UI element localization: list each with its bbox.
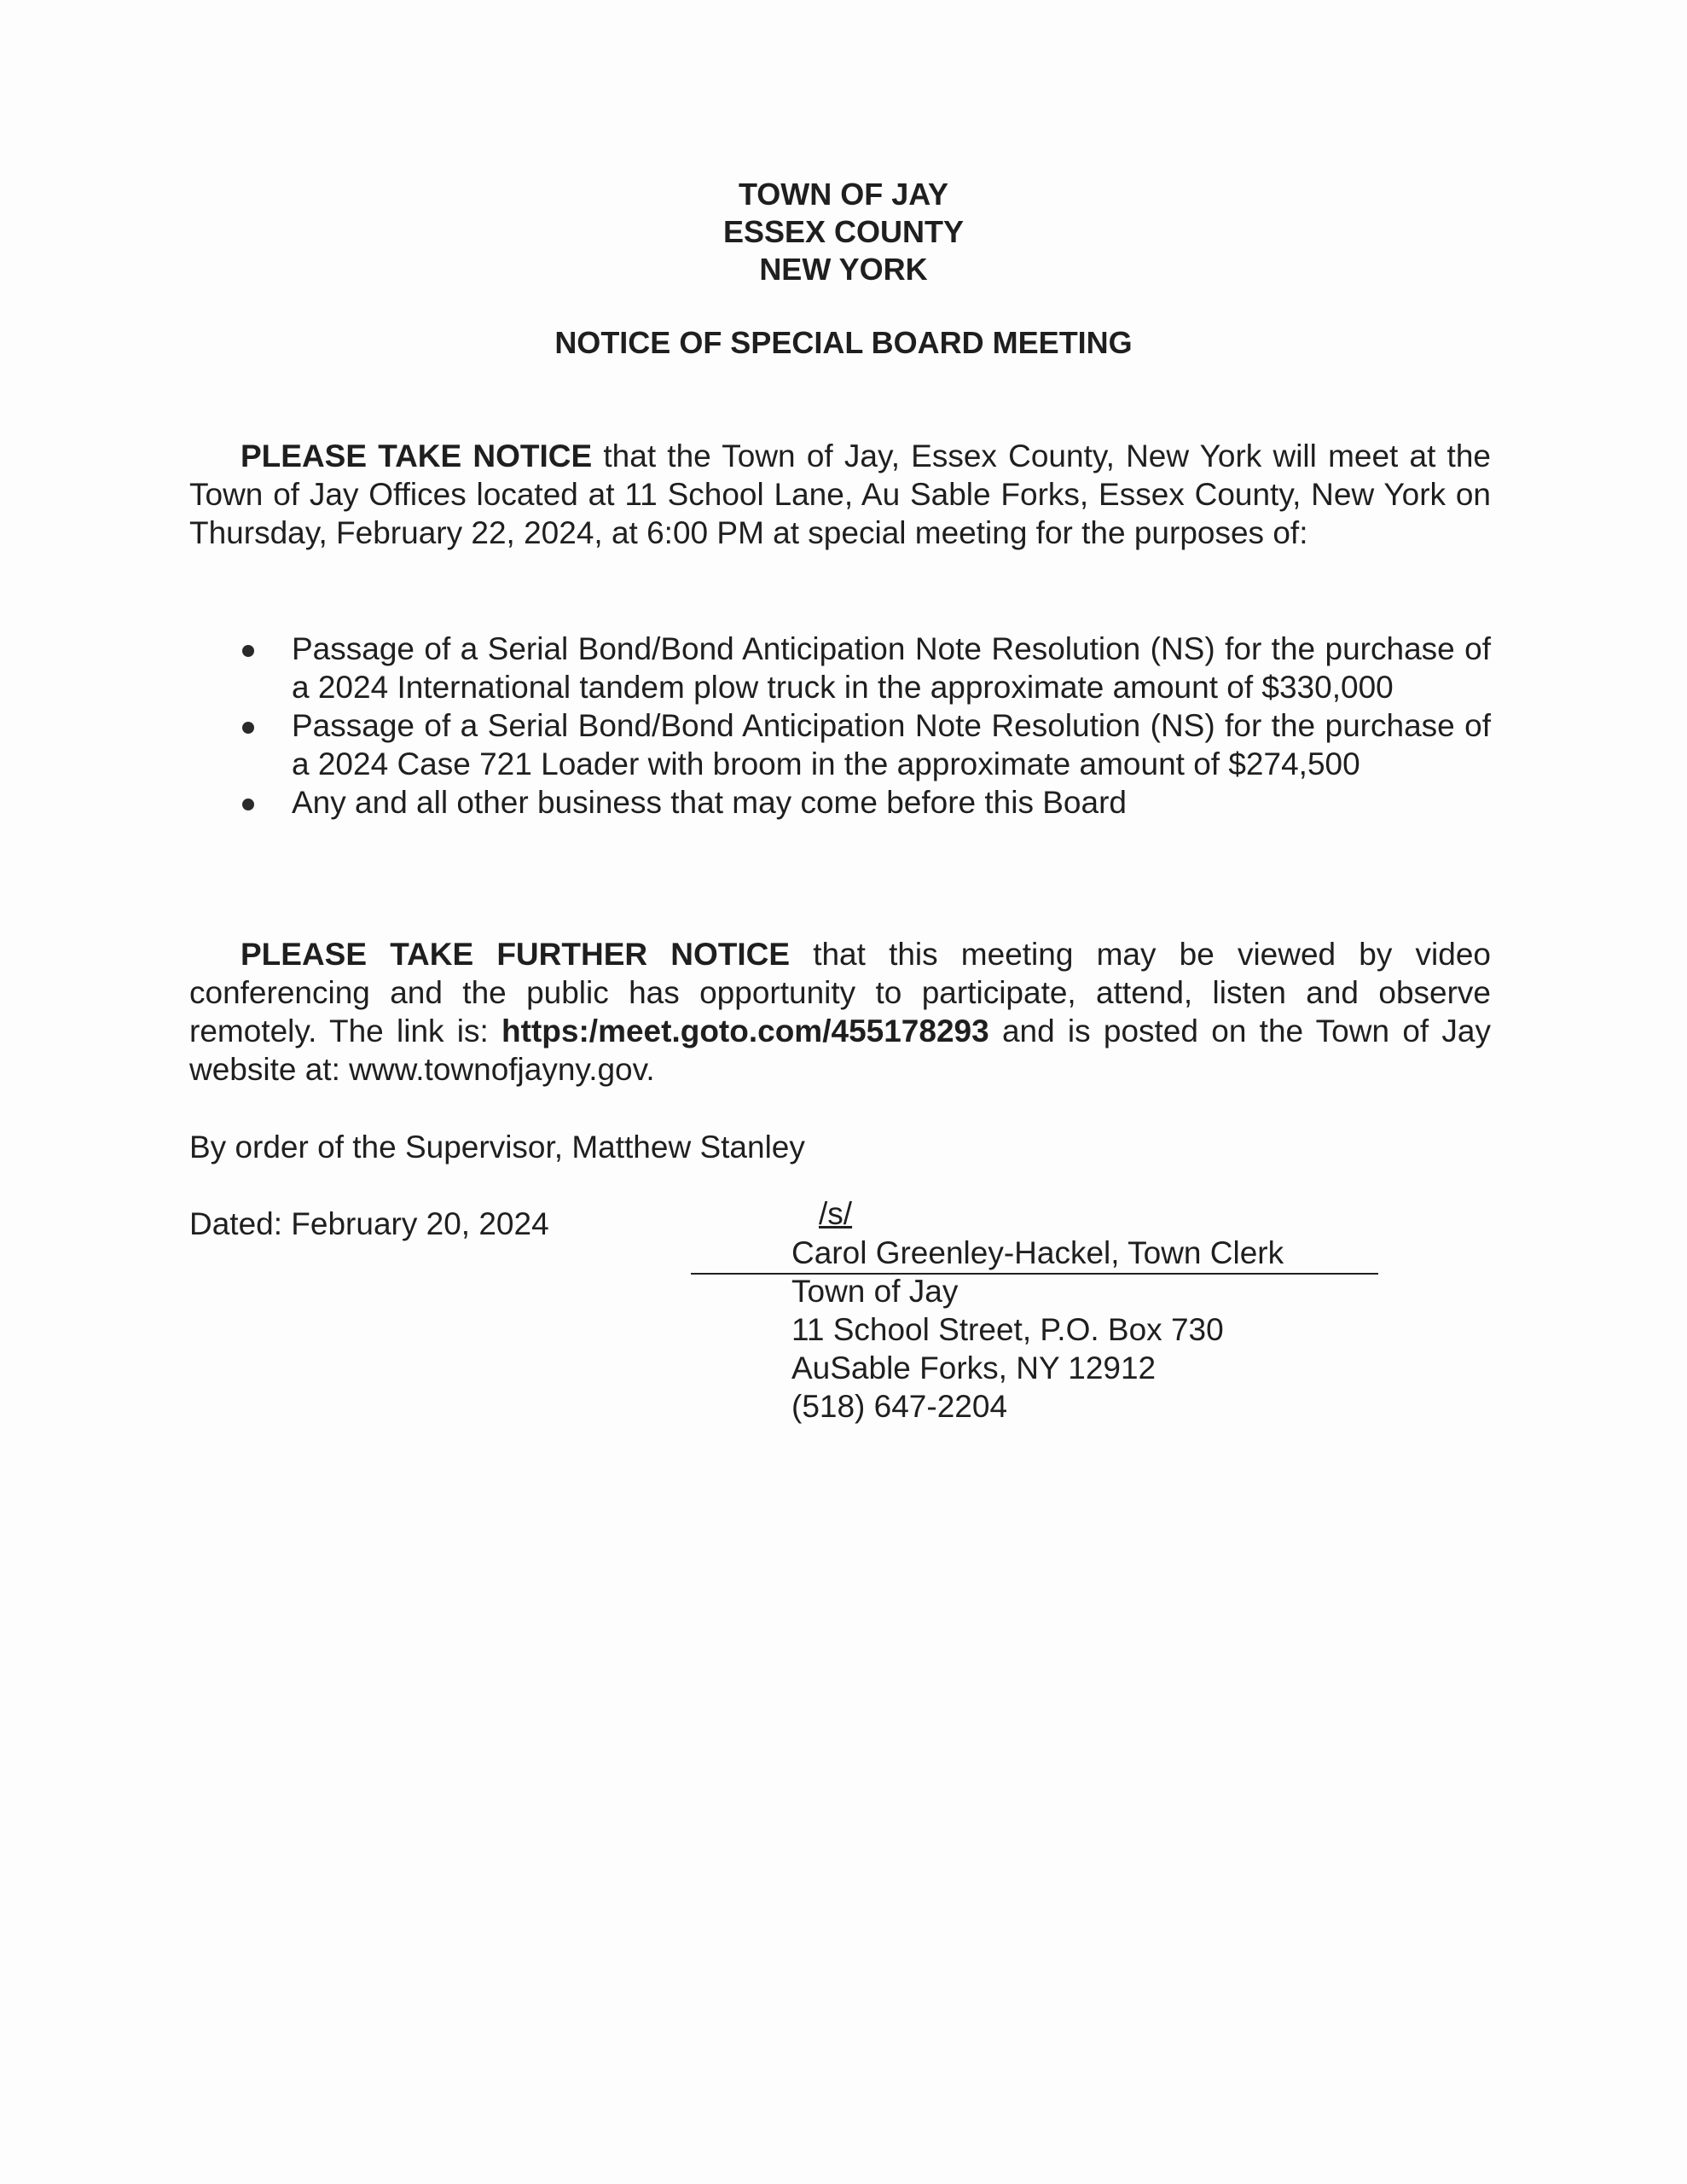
notice-body: that the Town of Jay, Essex County, New York will meet at the Town of Jay Offices located at 11 School Lane, Au Sable Forks, Essex County, New York on Thursday, February 22, 2024, at 6:00 PM at special meeting for the purposes of: <box>189 439 1491 550</box>
meeting-link[interactable]: https:/meet.goto.com/455178293 <box>501 1014 989 1048</box>
bullet-icon <box>242 645 254 657</box>
bullet-icon <box>242 799 254 810</box>
purposes-list <box>189 630 1491 822</box>
header-line-county: ESSEX COUNTY <box>722 214 965 249</box>
list-item <box>189 706 1491 783</box>
notice-title: NOTICE OF SPECIAL BOARD MEETING <box>554 325 1133 360</box>
dated-line: Dated: February 20, 2024 <box>189 1206 549 1241</box>
notice-lead: PLEASE TAKE NOTICE <box>241 439 593 473</box>
clerk-block <box>791 1234 1284 1426</box>
list-item <box>189 783 1491 822</box>
notice-paragraph <box>189 437 1491 552</box>
further-notice-body-a: that this meeting may be viewed by video conferencing and the public has opportunity to participate, attend, listen and observe remotely. The link is: <box>189 937 1491 1048</box>
further-notice-body-b: and is posted on the Town of Jay website at: www.townofjayny.gov. <box>189 1014 1492 1087</box>
further-notice-paragraph <box>189 935 1491 1089</box>
header-line-state: NEW YORK <box>759 252 928 287</box>
bullet-icon <box>242 722 254 734</box>
header-line-town: TOWN OF JAY <box>738 177 949 212</box>
document-header <box>0 176 1687 288</box>
clerk-street: 11 School Street, P.O. Box 730 <box>791 1312 1224 1347</box>
list-item <box>189 630 1491 706</box>
list-item-text: Any and all other business that may come before this Board <box>292 785 1127 820</box>
clerk-office: Town of Jay <box>791 1274 959 1309</box>
signature-mark: /s/ <box>819 1196 853 1231</box>
list-item-text: Passage of a Serial Bond/Bond Anticipation Note Resolution (NS) for the purchase of a 2024 Case 721 Loader with broom in the approximate amount of $274,500 <box>292 708 1491 781</box>
further-notice-lead: PLEASE TAKE FURTHER NOTICE <box>241 937 791 972</box>
order-line: By order of the Supervisor, Matthew Stanley <box>189 1130 805 1165</box>
clerk-city: AuSable Forks, NY 12912 <box>791 1350 1157 1385</box>
clerk-name-title: Carol Greenley-Hackel, Town Clerk <box>791 1235 1284 1270</box>
clerk-phone: (518) 647-2204 <box>791 1389 1008 1424</box>
list-item-text: Passage of a Serial Bond/Bond Anticipation Note Resolution (NS) for the purchase of a 2024 International tandem plow truck in the approximate amount of $330,000 <box>292 631 1491 705</box>
